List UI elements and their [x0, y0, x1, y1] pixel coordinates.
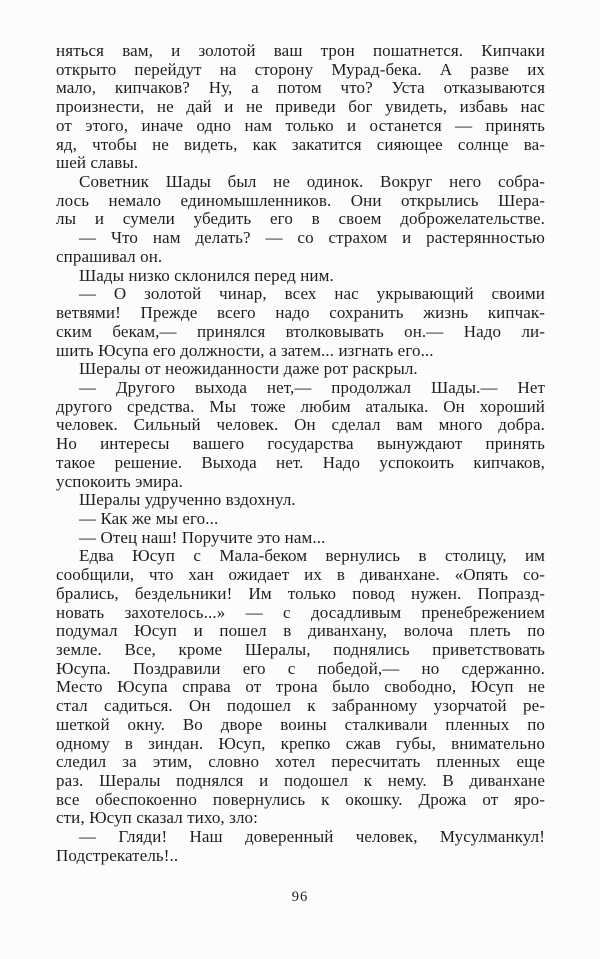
text-line: такое решение. Выхода нет. Надо успокоить кипчаков, — [56, 452, 545, 472]
text-line: мало, кипчаков? Ну, а потом что? Уста отказываются — [56, 78, 545, 98]
text-line: от этого, иначе одно нам только и останется — принять — [56, 115, 545, 135]
text-line: Место Юсупа справа от трона было свободно, Юсуп не — [56, 677, 545, 697]
text-line: ветвями! Прежде всего надо сохранить жизнь кипчак- — [56, 303, 545, 323]
text-line: шеткой окну. Во дворе воины сталкивали пленных по — [56, 714, 545, 734]
text-line: новать захотелось...» — с досадливым пренебрежением — [56, 602, 545, 622]
text-line: яд, чтобы не видеть, как закатится сияющее солнце ва- — [56, 134, 545, 154]
text-line: подумал Юсуп и пошел в диванхану, волоча плеть по — [56, 621, 545, 641]
text-line: лось немало единомышленников. Они открылись Шера- — [56, 190, 545, 210]
text-line: шить Юсупа его должности, а затем... изгнать его... — [56, 340, 434, 360]
text-line: — Другого выхода нет,— продолжал Шады.— Нет — [79, 377, 545, 397]
text-line: раз. Шералы поднялся и подошел к нему. В диванхане — [56, 771, 545, 791]
text-line: открыто перейдут на сторону Мурад-бека. А разве их — [56, 59, 545, 79]
text-line: шей славы. — [56, 153, 139, 173]
text-line: все обеспокоенно повернулись к окошку. Дрожа от яро- — [56, 789, 545, 809]
text-line: сообщили, что хан ожидает их в диванхане. «Опять со- — [56, 565, 545, 585]
text-line: произнести, не дай и не приведи бог увидеть, избавь нас — [56, 97, 545, 117]
text-line: няться вам, и золотой ваш трон пошатнется. Кипчаки — [56, 41, 545, 60]
text-line: успокоить эмира. — [56, 471, 183, 491]
text-line: одному в зиндан. Юсуп, крепко сжав губы, внимательно — [56, 733, 545, 753]
text-line: Шады низко склонился перед ним. — [79, 265, 334, 285]
text-line: стал садиться. Он подошел к забранному узорчатой ре- — [56, 696, 545, 716]
text-line: Но интересы вашего государства вынуждают принять — [56, 434, 545, 454]
text-line: сти, Юсуп сказал тихо, зло: — [56, 808, 258, 828]
text-line: — Как же мы его... — [79, 508, 219, 528]
page-number: 96 — [291, 889, 309, 905]
text-line: человек. Сильный человек. Он сделал вам много добра. — [56, 415, 545, 435]
text-line: — О золотой чинар, всех нас укрывающий своими — [79, 284, 545, 304]
text-line: Подстрекатель!.. — [56, 845, 179, 865]
text-line: — Гляди! Наш доверенный человек, Мусулманкул! — [79, 827, 545, 847]
text-line: Юсупа. Поздравили его с победой,— но сдержанно. — [56, 658, 545, 678]
text-line: земле. Все, кроме Шералы, поднялись приветствовать — [56, 640, 545, 659]
text-line: Едва Юсуп с Мала-беком вернулись в столицу, им — [79, 546, 545, 566]
text-line: ским бекам,— принялся втолковывать он.— Надо ли- — [56, 321, 545, 341]
text-line: лы и сумели убедить его в своем доброжелательстве. — [56, 209, 545, 229]
page-text-block — [56, 42, 545, 866]
text-line: другого средства. Мы тоже любим аталыка. Он хороший — [56, 396, 545, 416]
text-line: — Что нам делать? — со страхом и растерянностью — [79, 228, 545, 248]
text-line: Шералы от неожиданности даже рот раскрыл. — [79, 359, 418, 379]
text-line: — Отец наш! Поручите это нам... — [79, 527, 326, 547]
text-line: брались, бездельники! Им только повод нужен. Попразд- — [56, 583, 545, 603]
text-line: следил за этим, словно хотел пересчитать пленных еще — [56, 752, 545, 772]
text-line: Советник Шады был не одинок. Вокруг него собра- — [79, 172, 545, 192]
text-line: спрашивал он. — [56, 246, 163, 266]
text-line: Шералы удрученно вздохнул. — [79, 490, 296, 510]
